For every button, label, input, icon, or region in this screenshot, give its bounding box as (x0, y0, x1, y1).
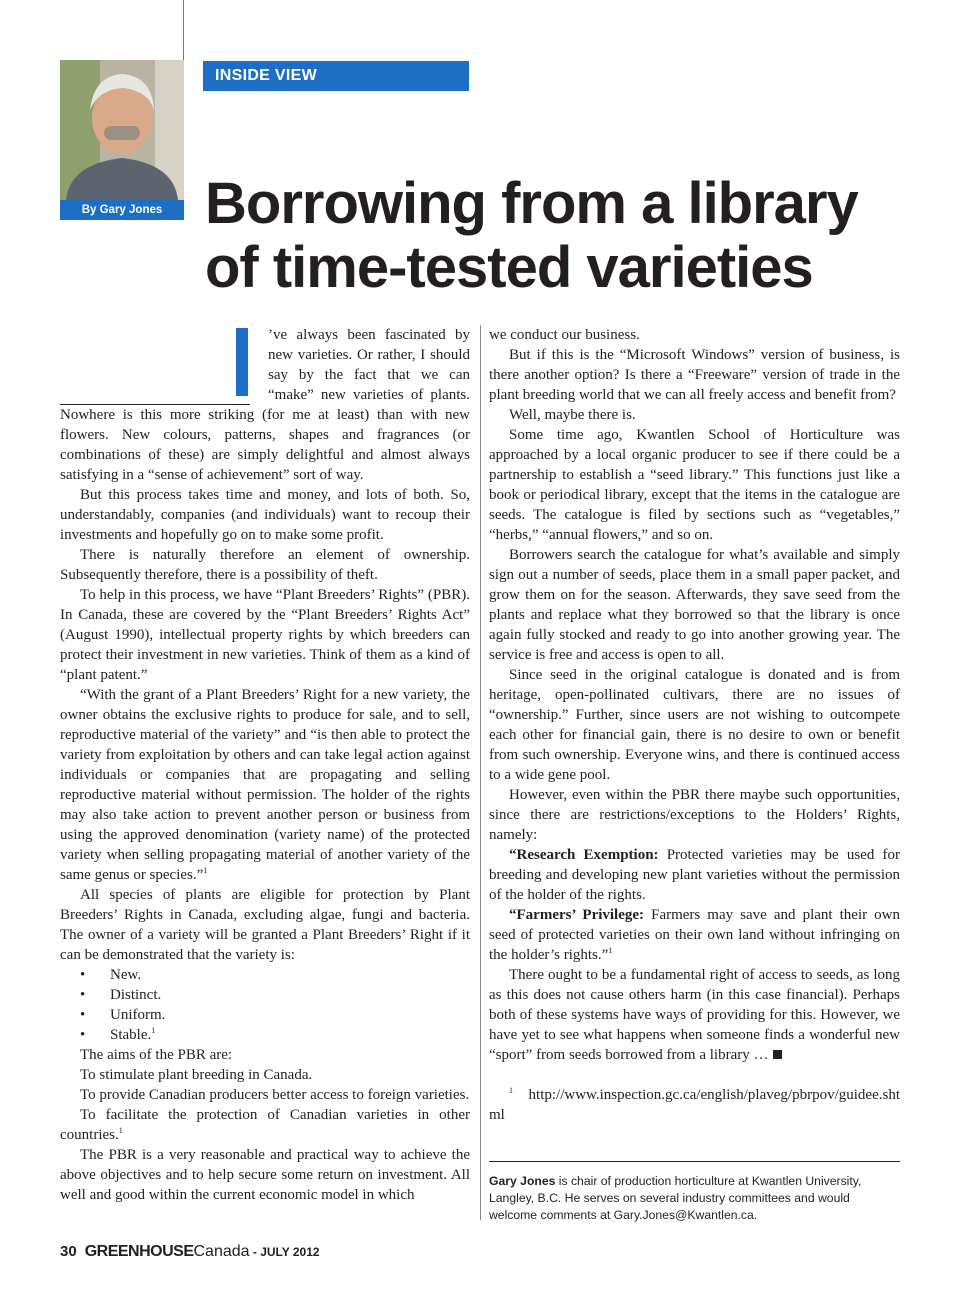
footnote-ref: 1 (203, 866, 208, 875)
list-item: • New. (60, 965, 470, 985)
footnote (489, 1085, 900, 1125)
headline-line-1: Borrowing from a library (205, 171, 858, 236)
list-item-text: Stable. (110, 1027, 152, 1043)
paragraph (60, 325, 470, 485)
farmers-privilege (489, 905, 900, 965)
paragraph (489, 965, 900, 1065)
paragraph: However, even within the PBR there maybe such opportunities, since there are restrictions/exceptions to the Holders’ Rights, namely: (489, 787, 900, 843)
author-photo (60, 60, 184, 200)
dropcap-rule (60, 404, 250, 405)
aim-item (60, 1105, 470, 1145)
footnote-ref: 1 (608, 946, 613, 955)
page-footer (60, 1243, 320, 1261)
farmers-text: Farmers may save and plant their own seed of protected varieties on their own land without infringing on the holder’s rights.” (489, 907, 901, 963)
dropcap-letter-bar (236, 328, 248, 396)
paragraph-text: There ought to be a fundamental right of access to seeds, as long as this does not cause others harm (in this case financial). Perhaps both of these systems have ways of providing for this. However, we have yet to see what happens when someone finds a wonderful new “sport” from seeds borrowed from a library … (489, 967, 900, 1063)
list-item: • Distinct. (60, 985, 470, 1005)
research-text: Protected varieties may be used for breeding and developing new plant varieties without the permission of the holder of the rights. (489, 847, 900, 903)
paragraph: But this process takes time and money, and lots of both. So, understandably, companies (and individuals) want to recoup their investments and hopefully go on to make some profit. (60, 487, 470, 543)
dropcap (60, 325, 268, 405)
paragraph: Since seed in the original catalogue is donated and is from heritage, open-pollinated cultivars, there are no issues of “ownership.” Further, since users are not wishing to outcompete each other for financial gain, there is no desire to own or benefit from such ownership. Everyone wins, and there is continued access to a wide gene pool. (489, 667, 900, 783)
paragraph: Well, maybe there is. (509, 407, 636, 423)
footnote-ref: 1 (118, 1126, 123, 1135)
section-tag: INSIDE VIEW (203, 61, 469, 91)
headline-line-2: of time-tested varieties (205, 235, 813, 300)
magazine-name-bold: GREENHOUSE (84, 1243, 194, 1260)
paragraph: we conduct our business. (489, 327, 640, 343)
aims-intro: The aims of the PBR are: (80, 1047, 233, 1063)
paragraph: Borrowers search the catalogue for what’s available and simply sign out a number of seeds, place them in a small paper packet, and grow them on for the season. Afterwards, they save seed from the plants and replace what they borrowed so that the library is once again fully stocked and ready to go into another growing year. The service is free and access is open to all. (489, 547, 900, 663)
paragraph: To help in this process, we have “Plant Breeders’ Rights” (PBR). In Canada, these are covered by the “Plant Breeders’ Rights Act” (August 1990), intellectual property rights by which breeders can protect their investment in new varieties. Think of them as a kind of “plant patent.” (60, 587, 470, 683)
author-portrait-image (60, 60, 184, 200)
paragraph-text: “With the grant of a Plant Breeders’ Right for a new variety, the owner obtains the exclusive rights to produce for sale, and to sell, reproductive material of the variety” and “is then able to protect the variety from exploitation by others and can take legal action against individuals or companies that are propagating and selling reproductive material without permission. The holder of the rights may also take action to prevent another person or business from using the approved denomination (variety name) of the protected variety when selling propagating material of another variety of the same genus or species.” (60, 687, 470, 883)
column-separator (480, 325, 481, 1220)
paragraph: There is naturally therefore an element of ownership. Subsequently therefore, there is a possibility of theft. (60, 547, 470, 583)
paragraph (60, 685, 470, 885)
footnote-number: 1 (509, 1086, 513, 1095)
footnote-url[interactable]: http://www.inspection.gc.ca/english/plaveg/pbrpov/guidee.shtml (489, 1087, 900, 1123)
paragraph: Some time ago, Kwantlen School of Horticulture was approached by a local organic producer to see if there could be a partnership to establish a “seed library.” This functions just like a book or periodical library, except that the items in the catalogue are seeds. The catalogue is filed by sections such as “vegetables,” “herbs,” “annual flowers,” and so on. (489, 427, 900, 543)
research-label: “Research Exemption: (509, 847, 659, 863)
paragraph: The PBR is a very reasonable and practical way to achieve the above objectives and to help secure some return on investment. All well and good within the current economic model in which (60, 1147, 470, 1203)
byline: By Gary Jones (60, 200, 184, 220)
list-item (60, 1025, 470, 1045)
end-mark (773, 1050, 782, 1059)
criteria-list (60, 965, 470, 1045)
research-exemption (489, 845, 900, 905)
aim-text: To facilitate the protection of Canadian varieties in other countries. (60, 1107, 470, 1143)
paragraph-text: ’ve always been fascinated by new varieties. Or rather, I should say by the fact that we can “make” new varieties of plants. Nowhere is this more striking (for me at least) than with new flowers. New colours, patterns, shapes and fragrances (or combinations of these) are simply delightful and almost always satisfying in a “sense of achievement” sort of way. (60, 327, 470, 483)
bio-rule (489, 1161, 900, 1162)
aim-item: To stimulate plant breeding in Canada. (80, 1067, 313, 1083)
paragraph: All species of plants are eligible for protection by Plant Breeders’ Rights in Canada, excluding algae, fungi and bacteria. The owner of a variety will be granted a Plant Breeders’ Right if it can be demonstrated that the variety is: (60, 887, 470, 963)
footnote-ref: 1 (151, 1026, 156, 1035)
list-item: • Uniform. (60, 1005, 470, 1025)
headline (205, 172, 905, 300)
magazine-name-regular: Canada (193, 1243, 250, 1260)
issue-date: - JULY 2012 (249, 1245, 320, 1259)
left-column (60, 325, 470, 1205)
page-number: 30 (60, 1243, 77, 1260)
aim-item: To provide Canadian producers better access to foreign varieties. (80, 1087, 470, 1103)
bio-name: Gary Jones (489, 1174, 556, 1188)
author-bio (489, 1173, 900, 1224)
bio-text: is chair of production horticulture at Kwantlen University, Langley, B.C. He serves on several industry committees and would welcome comments at Gary.Jones@Kwantlen.ca. (489, 1174, 862, 1222)
right-column (489, 325, 900, 1125)
farmers-label: “Farmers’ Privilege: (509, 907, 645, 923)
paragraph: But if this is the “Microsoft Windows” version of business, is there another option? Is there a “Freeware” version of trade in the plant breeding world that we can all freely access and benefit from? (489, 347, 900, 403)
